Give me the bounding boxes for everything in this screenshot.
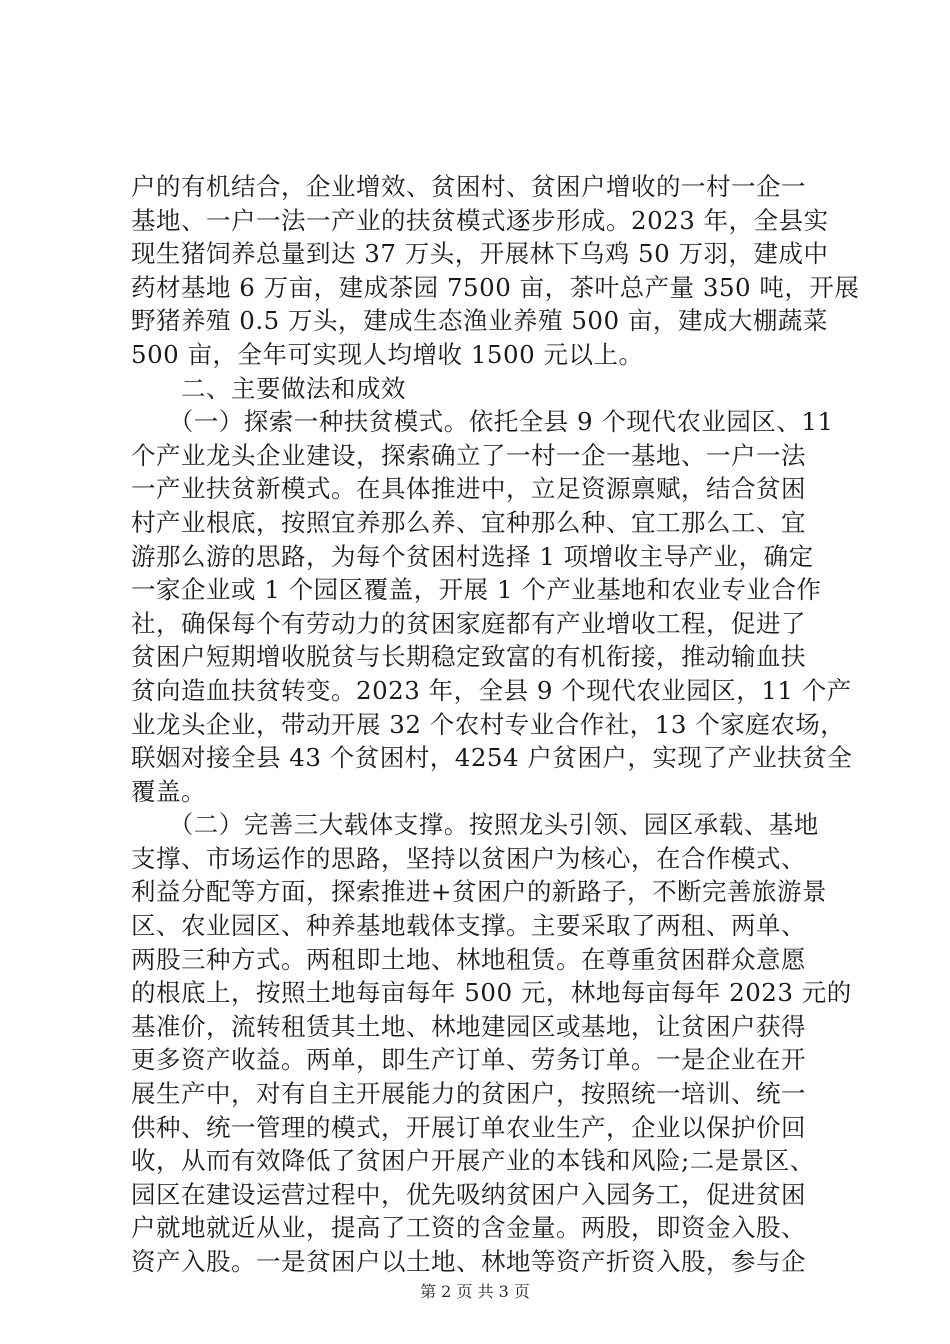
text-line: 户就地就近从业，提高了工资的含金量。两股，即资金入股、 [131,1213,806,1243]
text-line: 野猪养殖 0.5 万头，建成生态渔业养殖 500 亩，建成大棚蔬菜 [131,306,828,336]
text-line: 一产业扶贫新模式。在具体推进中，立足资源禀赋，结合贫困 [131,474,806,504]
text-line: 药材基地 6 万亩，建成茶园 7500 亩，茶叶总产量 350 吨，开展 [131,272,860,302]
text-line: 一家企业或 1 个园区覆盖，开展 1 个产业基地和农业专业合作 [131,575,822,605]
text-line: 更多资产收益。两单，即生产订单、劳务订单。一是企业在开 [131,1045,806,1075]
text-line: 利益分配等方面，探索推进+贫困户的新路子，不断完善旅游景 [131,877,828,907]
text-line: 展生产中，对有自主开展能力的贫困户，按照统一培训、统一 [131,1079,806,1109]
body-text [131,170,860,1279]
text-line: 园区在建设运营过程中，优先吸纳贫困户入园务工，促进贫困 [131,1179,806,1209]
text-line: 的根底上，按照土地每亩每年 500 元，林地每亩每年 2023 元的 [131,978,852,1008]
text-line: 收，从而有效降低了贫困户开展产业的本钱和风险;二是景区、 [131,1146,815,1176]
text-line: 500 亩，全年可实现人均增收 1500 元以上。 [131,339,644,369]
text-line: 个产业龙头企业建设，探索确立了一村一企一基地、一户一法 [131,440,806,470]
text-line: 贫向造血扶贫转变。2023 年，全县 9 个现代农业园区，11 个产 [131,675,852,705]
page-footer [0,1282,950,1302]
text-line: 贫困户短期增收脱贫与长期稳定致富的有机衔接，推动输血扶 [131,642,806,672]
page-number-label: 第 2 页 共 3 页 [420,1282,530,1301]
text-line: 覆盖。 [131,776,206,806]
text-line: 村产业根底，按照宜养那么养、宜种那么种、宜工那么工、宜 [131,507,806,537]
text-line: 两股三种方式。两租即土地、林地租赁。在尊重贫困群众意愿 [131,944,806,974]
text-line: 基准价，流转租赁其土地、林地建园区或基地，让贫困户获得 [131,1011,806,1041]
text-line: 游那么游的思路，为每个贫困村选择 1 项增收主导产业，确定 [131,541,814,571]
text-line: 支撑、市场运作的思路，坚持以贫困户为核心，在合作模式、 [131,843,806,873]
text-line: 资产入股。一是贫困户以土地、林地等资产折资入股，参与企 [131,1247,806,1276]
text-line: 基地、一户一法一产业的扶贫模式逐步形成。2023 年，全县实 [131,205,829,235]
text-line: （一）探索一种扶贫模式。依托全县 9 个现代农业园区、11 [131,407,834,437]
text-line: 联姻对接全县 43 个贫困村，4254 户贫困户，实现了产业扶贫全 [131,743,853,773]
text-line: 户的有机结合，企业增效、贫困村、贫困户增收的一村一企一 [131,172,806,201]
text-line: （二）完善三大载体支撑。按照龙头引领、园区承载、基地 [131,810,819,840]
text-line: 业龙头企业，带动开展 32 个农村专业合作社，13 个家庭农场， [131,709,846,739]
text-line: 社，确保每个有劳动力的贫困家庭都有产业增收工程，促进了 [131,608,806,638]
text-line: 现生猪饲养总量到达 37 万头，开展林下乌鸡 50 万羽，建成中 [131,239,829,269]
text-line: 供种、统一管理的模式，开展订单农业生产，企业以保护价回 [131,1112,806,1142]
text-line: 区、农业园区、种养基地载体支撑。主要采取了两租、两单、 [131,911,806,941]
section-heading: 二、主要做法和成效 [131,373,406,403]
